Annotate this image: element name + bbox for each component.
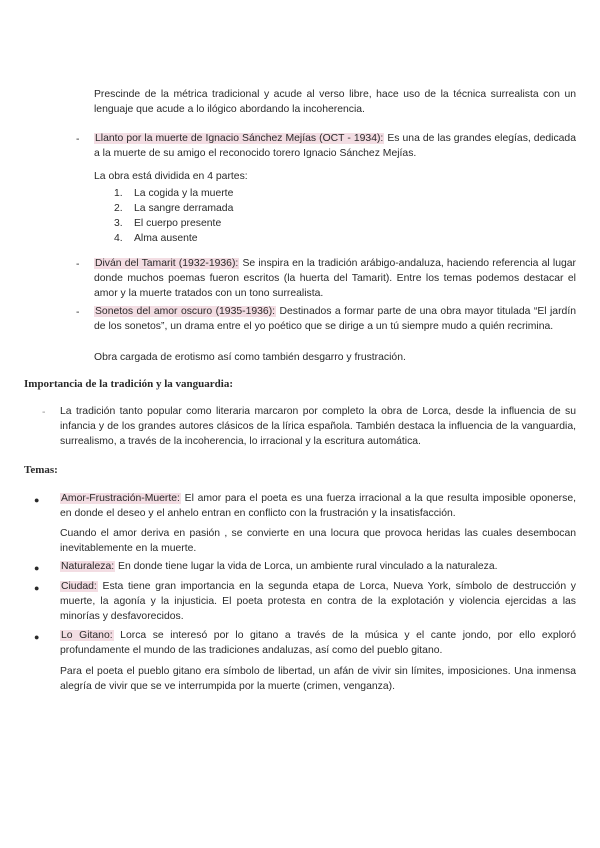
work-title-llanto: Llanto por la muerte de Ignacio Sánchez Mejías (OCT - 1934):: [95, 133, 384, 144]
work-text-sonetos: Destinados a formar parte de una obra mayor titulada “El jardín de los sonetos”, un drama entre el yo poético que se dirige a un tú siempre mudo a quién recrimina.: [94, 306, 576, 332]
list-dash: -: [76, 307, 80, 318]
theme-item-gitano: [60, 628, 576, 658]
work-title-divan: Diván del Tamarit (1932-1936):: [95, 258, 239, 269]
work-item-sonetos: [94, 304, 576, 334]
theme-text-ciudad: Esta tiene gran importancia en la segunda etapa de Lorca, Nueva York, símbolo de destrucción y muerte, la agonía y la injusticia. El poeta protesta en contra de la explotación y violencia ejercidas a las minorías y desfavorecidos.: [60, 581, 576, 622]
theme-item-ciudad: [60, 579, 576, 624]
theme-text-naturaleza: En donde tiene lugar la vida de Lorca, un ambiente rural vinculado a la naturaleza.: [115, 561, 498, 572]
importance-paragraph: La tradición tanto popular como literaria marcaron por completo la obra de Lorca, desde la influencia de su infancia y de los grandes autores clásicos de la lírica española. También destaca la influencia de la vanguardia, surrealismo, a través de la incoherencia, lo irracional y la escritura automática.: [60, 406, 576, 447]
work-text-llanto: Es una de las grandes elegías, dedicada a la muerte de su amigo el reconocido torero Ignacio Sánchez Mejías.: [94, 133, 576, 159]
intro-paragraph: Prescinde de la métrica tradicional y acude al verso libre, hace uso de la técnica surrealista con un lenguaje que acude a lo ilógico abordando la incoherencia.: [94, 89, 576, 115]
parts-list: [114, 186, 414, 246]
theme-title-gitano: Lo Gitano:: [61, 630, 113, 641]
work-item-divan: [94, 256, 576, 301]
work-item-llanto: [94, 131, 576, 161]
list-dash: -: [76, 259, 80, 270]
list-item: 2. La sangre derramada: [114, 203, 234, 214]
work-text-divan: Se inspira en la tradición arábigo-andaluza, haciendo referencia al lugar donde muchos poemas fueron escritos (la huerta del Tamarit). Entre los temas podemos destacar el amor y la muerte tratados con un tono surrealista.: [94, 258, 576, 299]
section-heading-themes: Temas:: [24, 464, 58, 476]
bullet-icon: ●: [34, 495, 40, 505]
list-dash: -: [76, 134, 80, 145]
bullet-icon: ●: [34, 632, 40, 642]
bullet-icon: ●: [34, 583, 40, 593]
work-extra-sonetos: Obra cargada de erotismo así como también desgarro y frustración.: [94, 352, 406, 363]
theme-extra-amor: Cuando el amor deriva en pasión , se convierte en una locura que provoca heridas las cuales desembocan inevitablemente en la muerte.: [60, 528, 576, 554]
theme-extra-gitano: Para el poeta el pueblo gitano era símbolo de libertad, un afán de vivir sin límites, imposiciones. Una inmensa alegría de vivir que se ve interrumpida por la muerte (crimen, venganza).: [60, 666, 576, 692]
theme-text-amor: El amor para el poeta es una fuerza irracional a la que resulta imposible oponerse, en donde el deseo y el anhelo entran en conflicto con la frustración y la insatisfacción.: [60, 493, 576, 519]
theme-title-naturaleza: Naturaleza:: [61, 561, 115, 572]
parts-intro: La obra está dividida en 4 partes:: [94, 171, 248, 182]
list-item: 4. Alma ausente: [114, 233, 198, 244]
theme-title-amor: Amor-Frustración-Muerte:: [61, 493, 180, 504]
theme-text-gitano: Lorca se interesó por lo gitano a través de la música y el cante jondo, por ello exploró profundamente el mundo de las tradiciones andaluzas, así como del pueblo gitano.: [60, 630, 576, 656]
work-title-sonetos: Sonetos del amor oscuro (1935-1936):: [95, 306, 276, 317]
section-heading-importance: Importancia de la tradición y la vanguardia:: [24, 378, 234, 390]
theme-title-ciudad: Ciudad:: [61, 581, 97, 592]
list-item: 1. La cogida y la muerte: [114, 188, 234, 199]
bullet-icon: ●: [34, 563, 40, 573]
list-dash: -: [42, 407, 46, 418]
list-item: 3. El cuerpo presente: [114, 218, 222, 229]
theme-item-naturaleza: [60, 559, 576, 574]
theme-item-amor: [60, 491, 576, 521]
